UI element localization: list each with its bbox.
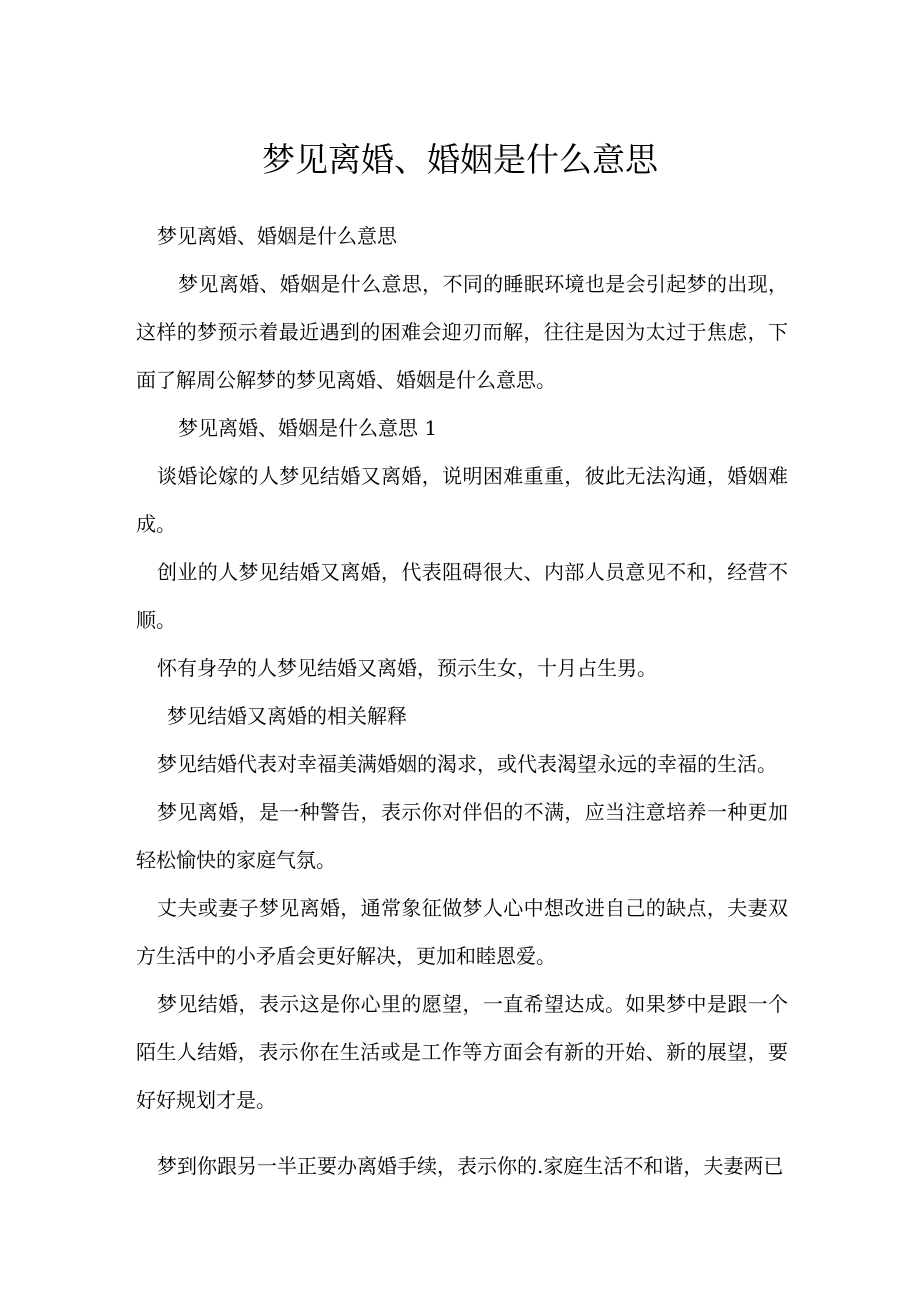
paragraph-section-heading: 梦见离婚、婚姻是什么意思 1 <box>178 416 438 440</box>
paragraph-body: 梦见结婚代表对幸福美满婚姻的渴求，或代表渴望永远的幸福的生活。 <box>157 752 777 776</box>
paragraph-subtitle: 梦见离婚、婚姻是什么意思 <box>157 224 397 248</box>
paragraph-intro: 梦见离婚、婚姻是什么意思，不同的睡眠环境也是会引起梦的出现，这样的梦预示着最近遇到的困难会迎刃而解，往往是因为太过于焦虑，下面了解周公解梦的梦见离婚、婚姻是什么意思。 <box>136 272 788 392</box>
paragraph-body: 梦见离婚，是一种警告，表示你对伴侣的不满，应当注意培养一种更加轻松愉快的家庭气氛。 <box>136 800 788 872</box>
paragraph-body: 梦见结婚，表示这是你心里的愿望，一直希望达成。如果梦中是跟一个陌生人结婚，表示你在生活或是工作等方面会有新的开始、新的展望，要好好规划才是。 <box>136 992 788 1112</box>
document-title: 梦见离婚、婚姻是什么意思 <box>262 140 658 179</box>
paragraph-subheading: 梦见结婚又离婚的相关解释 <box>167 704 407 728</box>
paragraph-body: 创业的人梦见结婚又离婚，代表阻碍很大、内部人员意见不和，经营不顺。 <box>136 560 788 632</box>
paragraph-body: 怀有身孕的人梦见结婚又离婚，预示生女，十月占生男。 <box>157 656 657 680</box>
paragraph-body: 梦到你跟另一半正要办离婚手续，表示你的.家庭生活不和谐，夫妻两已 <box>157 1154 784 1178</box>
paragraph-body: 丈夫或妻子梦见离婚，通常象征做梦人心中想改进自己的缺点，夫妻双方生活中的小矛盾会更好解决，更加和睦恩爱。 <box>136 896 788 968</box>
paragraph-body: 谈婚论嫁的人梦见结婚又离婚，说明困难重重，彼此无法沟通，婚姻难成。 <box>136 464 788 536</box>
